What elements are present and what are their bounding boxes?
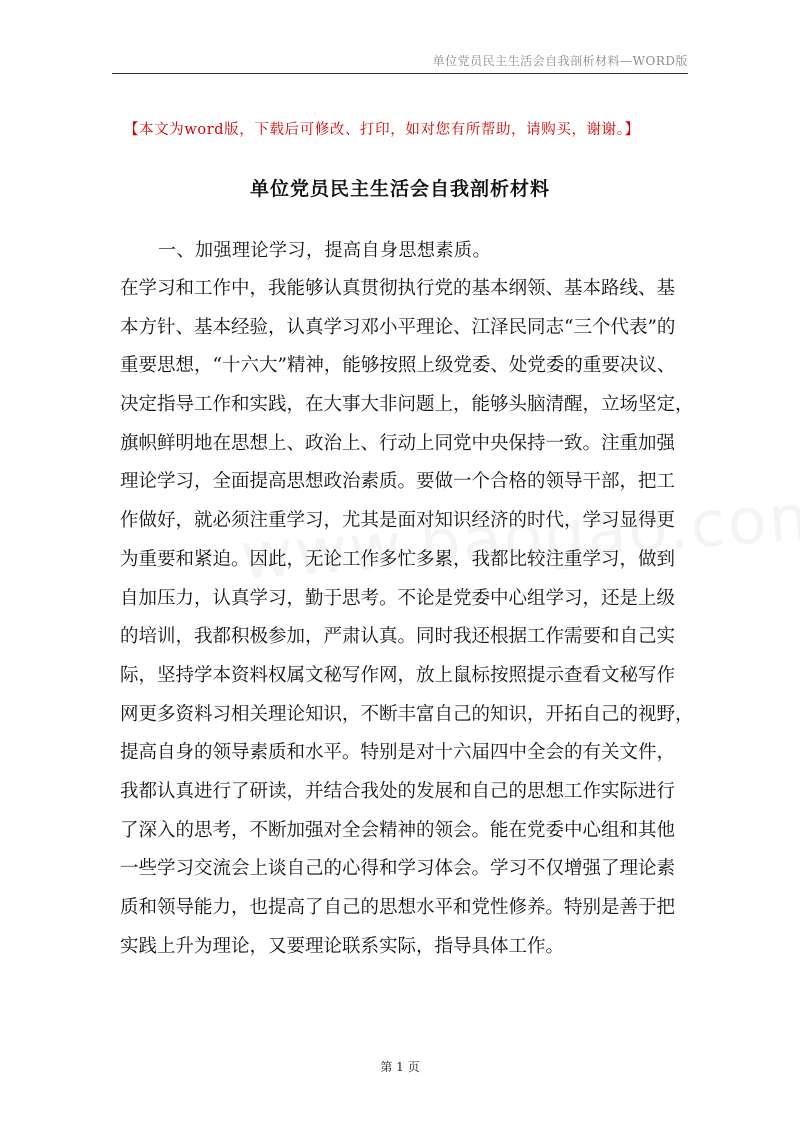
body-paragraph bbox=[120, 270, 694, 966]
paragraph-line: 的培训，我都积极参加，严肃认真。同时我还根据工作需要和自己实 bbox=[120, 626, 676, 648]
paragraph-line: 一些学习交流会上谈自己的心得和学习体会。学习不仅增强了理论素 bbox=[120, 858, 676, 880]
paragraph-line: 自加压力，认真学习，勤于思考。不论是党委中心组学习，还是上级 bbox=[120, 587, 676, 609]
paragraph-line: 旗帜鲜明地在思想上、政治上、行动上同党中央保持一致。注重加强 bbox=[120, 432, 676, 454]
header-divider bbox=[112, 73, 688, 74]
paragraph-line: 我都认真进行了研读，并结合我处的发展和自己的思想工作实际进行 bbox=[120, 780, 676, 802]
paragraph-line: 际，坚持学本资料权属文秘写作网，放上鼠标按照提示查看文秘写作 bbox=[120, 664, 676, 686]
paragraph-line: 决定指导工作和实践，在大事大非问题上，能够头脑清醒，立场坚定， bbox=[120, 394, 694, 416]
download-notice: 【本文为word版，下载后可修改、打印，如对您有所帮助，请购买，谢谢。】 bbox=[124, 122, 640, 138]
paragraph-line: 质和领导能力，也提高了自己的思想水平和党性修养。特别是善于把 bbox=[120, 897, 676, 918]
page-number: 第 1 页 bbox=[380, 1060, 420, 1074]
document-title: 单位党员民主生活会自我剖析材料 bbox=[249, 178, 550, 200]
section-heading: 一、加强理论学习，提高自身思想素质。 bbox=[158, 240, 491, 261]
paragraph-line: 作做好，就必须注重学习，尤其是面对知识经济的时代，学习显得更 bbox=[120, 510, 676, 532]
paragraph-line: 为重要和紧迫。因此，无论工作多忙多累，我都比较注重学习，做到 bbox=[120, 548, 676, 570]
paragraph-line: 网更多资料习相关理论知识，不断丰富自己的知识，开拓自己的视野， bbox=[120, 703, 694, 725]
paragraph-line: 本方针、基本经验，认真学习邓小平理论、江泽民同志“三个代表”的 bbox=[120, 316, 676, 338]
paragraph-line: 在学习和工作中，我能够认真贯彻执行党的基本纲领、基本路线、基 bbox=[120, 278, 676, 299]
paragraph-line: 了深入的思考，不断加强对全会精神的领会。能在党委中心组和其他 bbox=[120, 819, 676, 841]
paragraph-line: 实践上升为理论，又要理论联系实际，指导具体工作。 bbox=[120, 935, 565, 957]
paragraph-line: 重要思想，“十六大”精神，能够按照上级党委、处党委的重要决议、 bbox=[120, 355, 676, 377]
paragraph-line: 理论学习，全面提高思想政治素质。要做一个合格的领导干部，把工 bbox=[120, 471, 676, 493]
running-header: 单位党员民主生活会自我剖析材料—WORD版 bbox=[432, 54, 688, 68]
paragraph-line: 提高自身的领导素质和水平。特别是对十六届四中全会的有关文件， bbox=[120, 742, 676, 764]
